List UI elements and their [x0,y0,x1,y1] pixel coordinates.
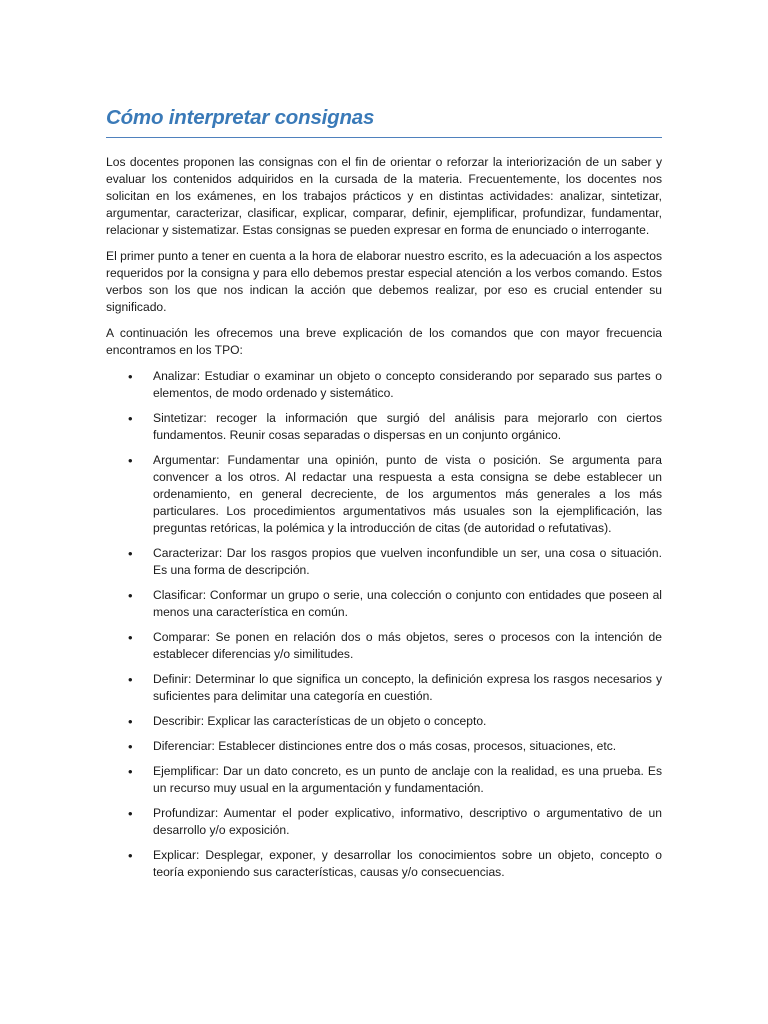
bullet-icon: • [128,739,133,754]
list-item [106,847,662,881]
bullet-icon: • [128,764,133,779]
list-item-text: Diferenciar: Establecer distinciones entre dos o más cosas, procesos, situaciones, etc. [153,739,617,753]
page-title: Cómo interpretar consignas [106,106,662,138]
bullet-icon: • [128,714,133,729]
list-item [106,452,662,537]
bullet-icon: • [128,630,133,645]
list-item [106,713,662,730]
bullet-icon: • [128,588,133,603]
list-item [106,410,662,444]
list-item [106,671,662,705]
bullet-icon: • [128,546,133,561]
list-item-text: Analizar: Estudiar o examinar un objeto o concepto considerando por separado sus partes o elementos, de modo ordenado y sistemático. [153,369,662,400]
list-item-text: Argumentar: Fundamentar una opinión, punto de vista o posición. Se argumenta para convencer a los otros. Al redactar una respuesta a esta consigna se debe establecer un ordenamiento, en general decreciente, de los argumentos más generales a los más particulares. Los procedimientos argumentativos más usuales son la ejemplificación, las preguntas retóricas, la polémica y la introducción de citas (de autoridad o refutativas). [153,453,662,535]
list-item-text: Ejemplificar: Dar un dato concreto, es un punto de anclaje con la realidad, es una prueba. Es un recurso muy usual en la argumentación y fundamentación. [153,764,662,795]
bullet-icon: • [128,672,133,687]
document-page [106,106,662,889]
list-item [106,738,662,755]
bullet-icon: • [128,369,133,384]
list-item-text: Profundizar: Aumentar el poder explicativo, informativo, descriptivo o argumentativo de un desarrollo y/o exposición. [153,806,662,837]
list-item [106,629,662,663]
list-item-text: Describir: Explicar las características de un objeto o concepto. [153,714,487,728]
bullet-icon: • [128,411,133,426]
bullet-icon: • [128,806,133,821]
list-intro-paragraph: A continuación les ofrecemos una breve explicación de los comandos que con mayor frecuencia encontramos en los TPO: [106,326,662,357]
bullet-icon: • [128,453,133,468]
list-item-text: Caracterizar: Dar los rasgos propios que vuelven inconfundible un ser, una cosa o situación. Es una forma de descripción. [153,546,662,577]
list-item-text: Definir: Determinar lo que significa un concepto, la definición expresa los rasgos necesarios y suficientes para delimitar una categoría en cuestión. [153,672,662,703]
list-item-text: Explicar: Desplegar, exponer, y desarrollar los conocimientos sobre un objeto, concepto o teoría exponiendo sus características, causas y/o consecuencias. [153,848,662,879]
list-item [106,763,662,797]
list-item [106,587,662,621]
list-item-text: Comparar: Se ponen en relación dos o más objetos, seres o procesos con la intención de establecer diferencias y/o similitudes. [153,630,662,661]
list-item-text: Sintetizar: recoger la información que surgió del análisis para mejorarlo con ciertos fundamentos. Reunir cosas separadas o dispersas en un conjunto orgánico. [153,411,662,442]
list-item [106,545,662,579]
intro-paragraph: Los docentes proponen las consignas con el fin de orientar o reforzar la interiorización de un saber y evaluar los contenidos adquiridos en la cursada de la materia. Frecuentemente, los docentes nos solicitan en los exámenes, en los trabajos prácticos y en distintas actividades: analizar, sintetizar, argumentar, caracterizar, clasificar, explicar, comparar, definir, ejemplificar, profundizar, fundamentar, relacionar y sistematizar. Estas consignas se pueden expresar en forma de enunciado o interrogante. [106,155,662,237]
list-item-text: Clasificar: Conformar un grupo o serie, una colección o conjunto con entidades que poseen al menos una característica en común. [153,588,662,619]
list-item [106,368,662,402]
command-verbs-paragraph: El primer punto a tener en cuenta a la hora de elaborar nuestro escrito, es la adecuación a los aspectos requeridos por la consigna y para ello debemos prestar especial atención a los verbos comando. Estos verbos son los que nos indican la acción que debemos realizar, por eso es crucial entender su significado. [106,249,662,314]
bullet-icon: • [128,848,133,863]
list-item [106,805,662,839]
commands-list [106,368,662,881]
